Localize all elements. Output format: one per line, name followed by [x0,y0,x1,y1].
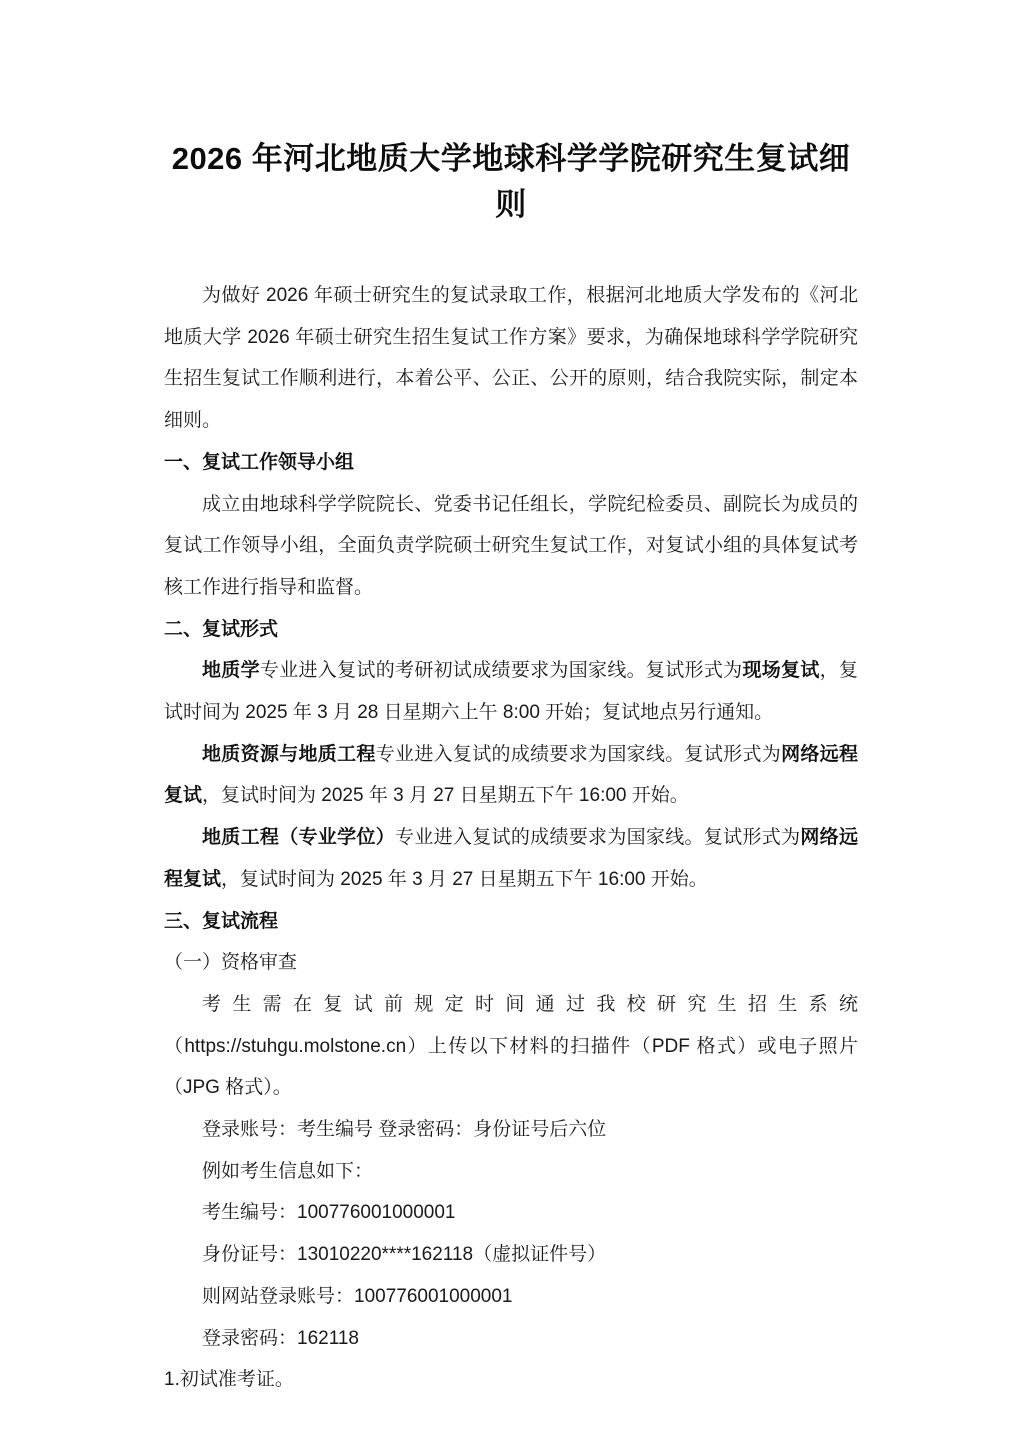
login-account-line: 登录账号：考生编号 登录密码：身份证号后六位 [202,1119,607,1141]
site-account-line: 则网站登录账号：100776001000001 [202,1285,513,1307]
resources-requirement-text: 专业进入复试的成绩要求为国家线。复试形式为 [375,743,782,765]
geology-major-bold: 地质学 [202,660,260,682]
resources-schedule-text: ，复试时间为 2025 年 3 月 27 日星期五下午 16:00 开始。 [202,785,689,807]
geology-format-bold: 现场复试 [742,660,820,682]
material-item-1: 1.初试准考证。 [164,1369,294,1391]
section-1-paragraph: 成立由地球科学学院院长、党委书记任组长，学院纪检委员、副院长为成员的复试工作领导小组，全面负责学院硕士研究生复试工作，对复试小组的具体复试考核工作进行指导和监督。 [164,493,858,598]
engineering-major-bold: 地质工程（专业学位） [202,827,396,849]
resources-major-bold: 地质资源与地质工程 [202,743,376,765]
engineering-paragraph [164,817,858,900]
geology-requirement-text: 专业进入复试的考研初试成绩要求为国家线。复试形式为 [259,660,743,682]
candidate-number-line: 考生编号：100776001000001 [202,1202,456,1224]
section-3-heading: 三、复试流程 [164,910,279,932]
engineering-requirement-text: 专业进入复试的成绩要求为国家线。复试形式为 [395,827,801,849]
section-2-heading: 二、复试形式 [164,618,279,640]
section-1-heading: 一、复试工作领导小组 [164,451,355,473]
geology-schedule-text: ，复试时间为 2025 年 3 月 28 日星期六上午 8:00 开始；复试地点另行通知。 [164,660,858,724]
upload-text-2: 上传以下材料的扫描件（PDF 格式）或电子照片（JPG 格式）。 [164,1035,858,1099]
subsection-qualification-heading: （一）资格审查 [164,952,298,974]
engineering-format-bold: 网络远程复试 [164,827,858,890]
engineering-schedule-text: ，复试时间为 2025 年 3 月 27 日星期五下午 16:00 开始。 [221,868,708,890]
resources-paragraph [164,734,858,817]
upload-paragraph [164,984,858,1109]
upload-text-1: 考生需在复试前规定时间通过我校研究生招生系统 [202,993,858,1015]
resources-format-bold: 网络远程复试 [164,743,858,807]
id-number-line: 身份证号：13010220****162118（虚拟证件号） [202,1244,607,1266]
document-title: 2026 年河北地质大学地球科学学院研究生复试细则 [171,141,851,222]
intro-paragraph: 为做好 2026 年硕士研究生的复试录取工作，根据河北地质大学发布的《河北地质大学 2026 年硕士研究生招生复试工作方案》要求，为确保地球科学学院研究生招生复试工作顺利进行，本着公平、公正、公开的原则，结合我院实际，制定本细则。 [164,285,858,432]
admission-system-url: （https://stuhgu.molstone.cn） [164,1035,428,1057]
password-line: 登录密码：162118 [202,1327,359,1349]
geology-paragraph [164,650,858,733]
document-body [164,275,858,1401]
example-intro-line: 例如考生信息如下： [202,1160,374,1182]
